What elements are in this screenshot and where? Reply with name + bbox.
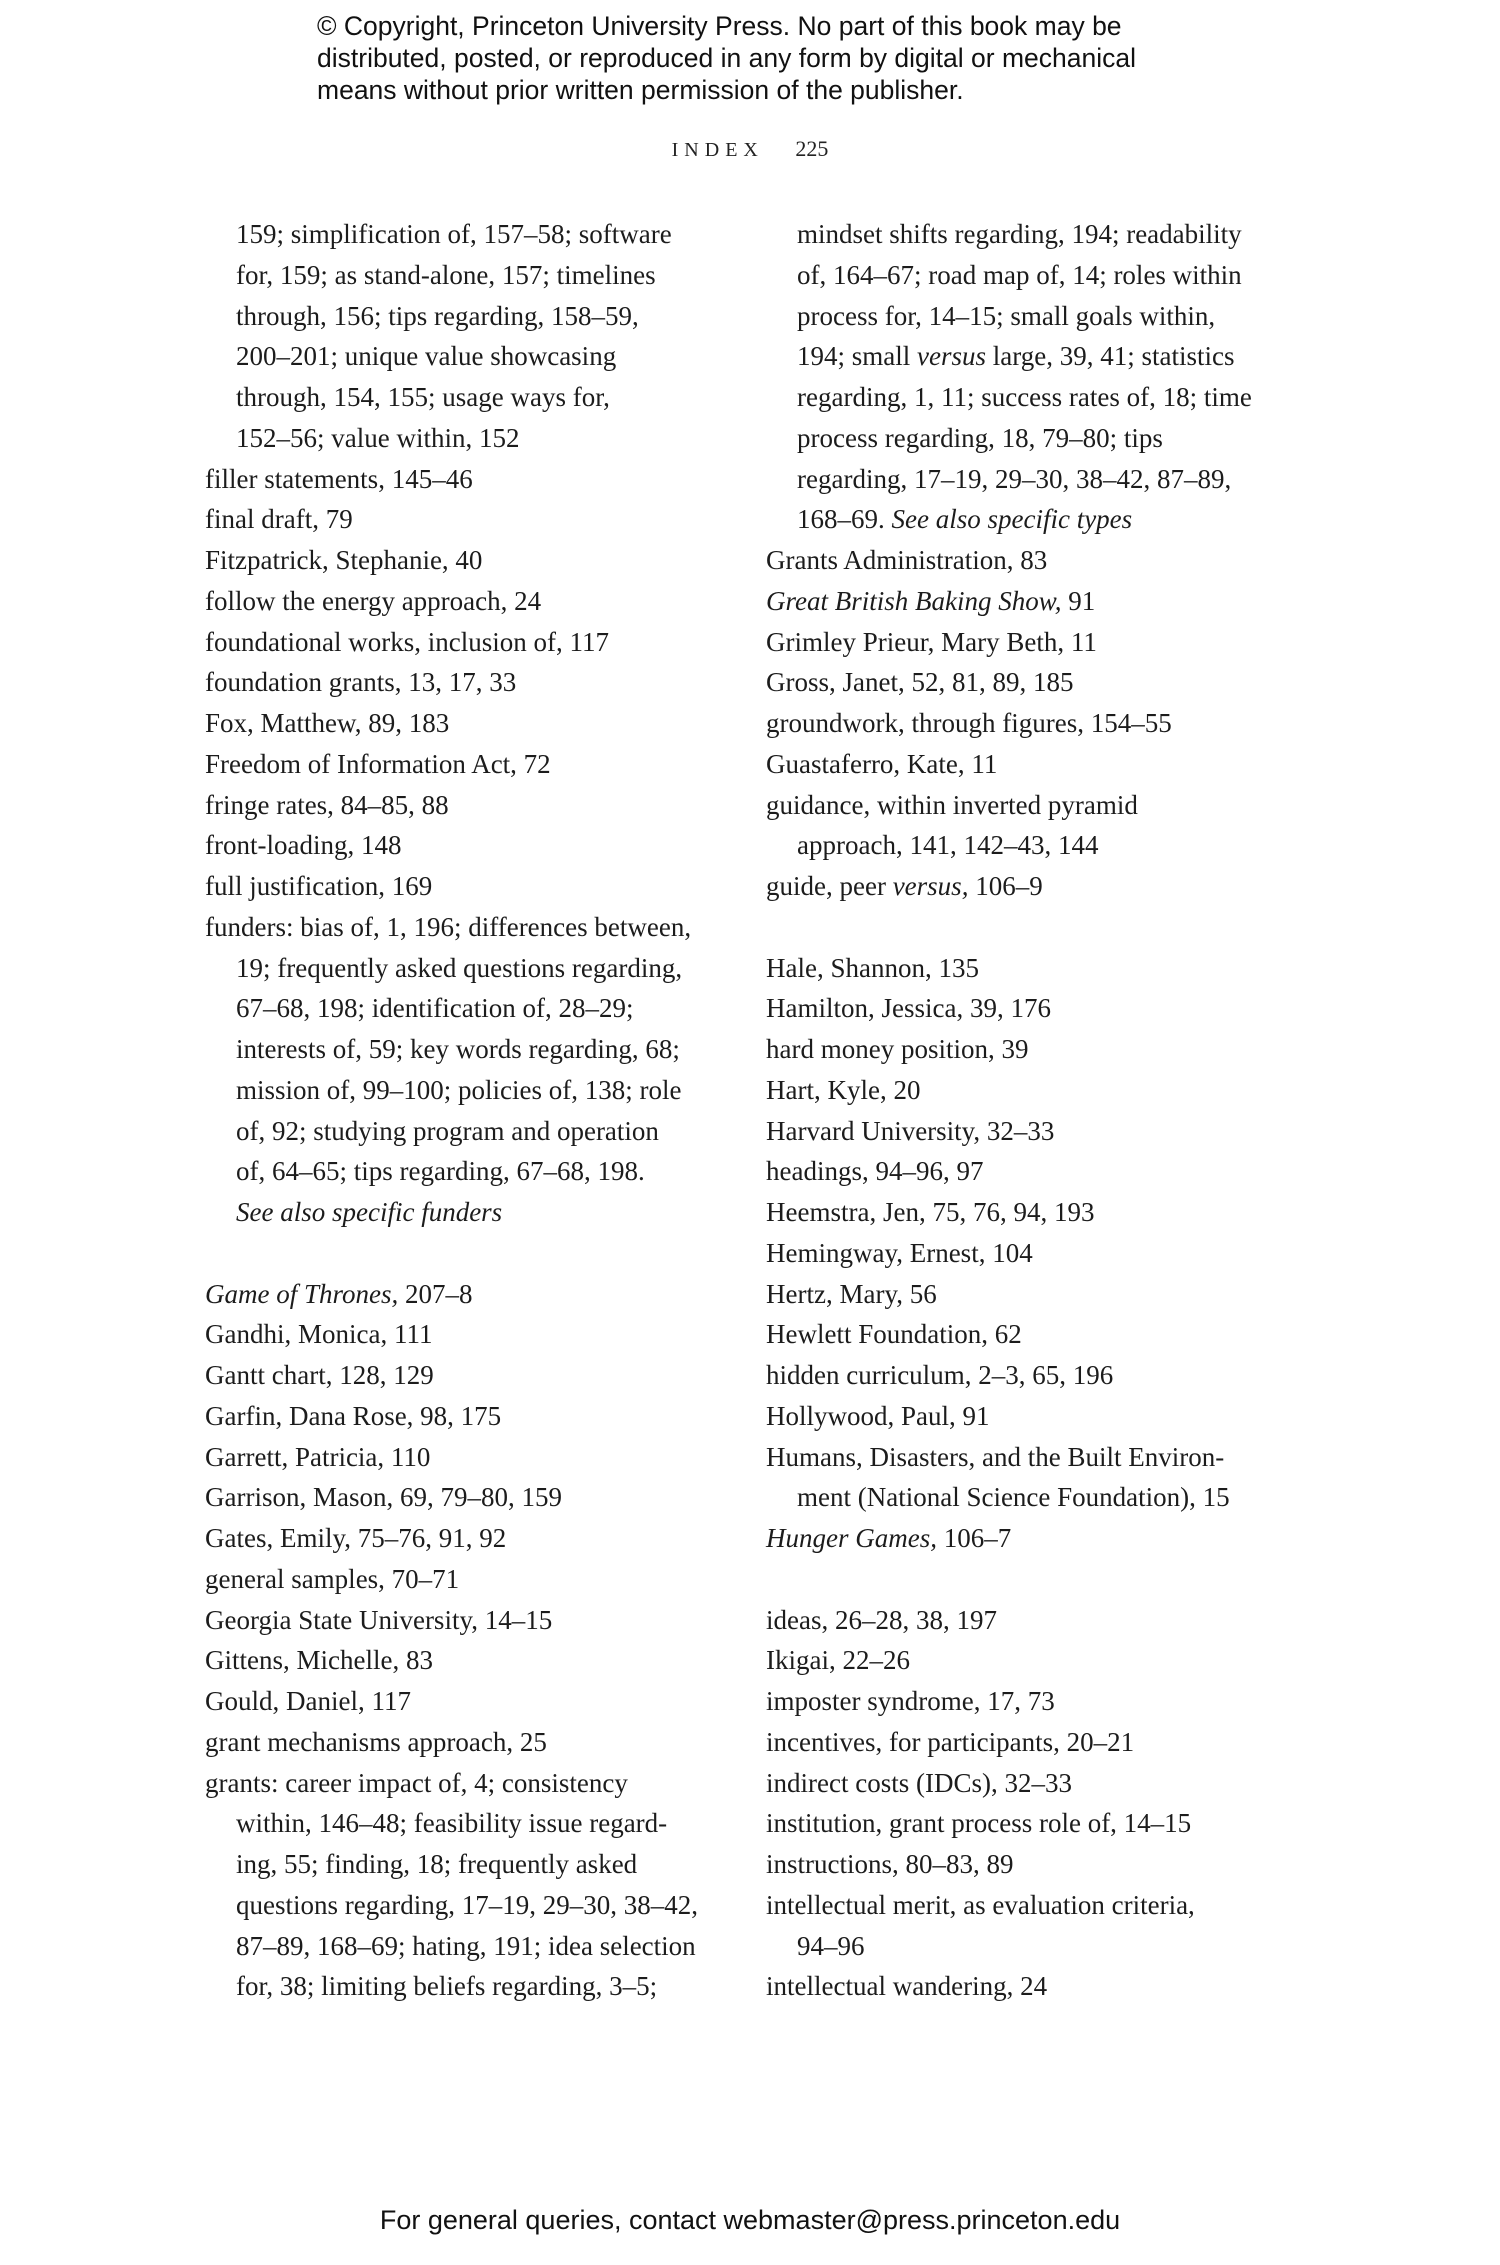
entry-text: Grimley Prieur, Mary Beth, 11 (766, 626, 1097, 657)
copyright-line: means without prior written permission of the publisher. (317, 75, 964, 105)
entry-text: of, 164–67; road map of, 14; roles within (797, 259, 1242, 290)
entry-text: Freedom of Information Act, 72 (205, 748, 551, 779)
index-entry (766, 1274, 1286, 1315)
index-entry (766, 1518, 1286, 1559)
entry-text: 194; small (797, 341, 917, 372)
index-entry (205, 866, 725, 907)
page-number: 225 (795, 136, 829, 161)
index-entry (205, 1314, 725, 1355)
entry-text: Garrett, Patricia, 110 (205, 1441, 431, 1472)
index-entry (766, 1640, 1286, 1681)
italic-text: Great British Baking Show, (766, 585, 1062, 616)
index-entry (205, 1437, 725, 1478)
index-entry (766, 1314, 1286, 1355)
index-entry (205, 1518, 725, 1559)
index-entry (766, 1029, 1286, 1070)
entry-text: 168–69. (797, 504, 892, 535)
entry-text: mission of, 99–100; policies of, 138; role (236, 1074, 682, 1105)
entry-text: intellectual wandering, 24 (766, 1971, 1048, 2002)
index-entry (766, 1070, 1286, 1111)
index-entry (766, 662, 1286, 703)
entry-text: indirect costs (IDCs), 32–33 (766, 1767, 1072, 1798)
index-entry (766, 948, 1286, 989)
index-entry (766, 988, 1286, 1029)
index-continuation-line (766, 1926, 1286, 1967)
entry-text: 200–201; unique value showcasing (236, 341, 617, 372)
index-entry (766, 785, 1286, 826)
index-continuation-line (205, 1885, 725, 1926)
copyright-line: distributed, posted, or reproduced in any form by digital or mechanical (317, 43, 1136, 73)
index-entry (766, 1885, 1286, 1926)
entry-text: Guastaferro, Kate, 11 (766, 748, 998, 779)
copyright-notice (317, 10, 1317, 106)
entry-text: Fox, Matthew, 89, 183 (205, 708, 450, 738)
italic-text: Game of Thrones, (205, 1278, 399, 1309)
index-continuation-line (766, 336, 1286, 377)
entry-text: 106–9 (968, 871, 1043, 901)
entry-text: general samples, 70–71 (205, 1563, 460, 1594)
entry-text: 67–68, 198; identification of, 28–29; (236, 993, 634, 1024)
entry-text: for, 38; limiting beliefs regarding, 3–5; (236, 1971, 658, 2002)
index-continuation-line (766, 499, 1286, 540)
index-continuation-line (205, 1966, 725, 2007)
entry-text: guidance, within inverted pyramid (766, 789, 1138, 820)
index-entry (766, 1966, 1286, 2007)
entry-text: Grants Administration, 83 (766, 545, 1048, 575)
italic-text: See also specific funders (236, 1197, 503, 1227)
entry-text: 91 (1061, 585, 1096, 616)
index-entry (205, 622, 725, 663)
index-entry (766, 540, 1286, 581)
entry-text: of, 64–65; tips regarding, 67–68, 198. (236, 1156, 645, 1187)
entry-text: full justification, 169 (205, 871, 433, 901)
entry-text: Gross, Janet, 52, 81, 89, 185 (766, 667, 1074, 698)
entry-text: interests of, 59; key words regarding, 68; (236, 1034, 680, 1064)
index-entry (205, 540, 725, 581)
index-continuation-line (766, 1477, 1286, 1518)
entry-text: Garfin, Dana Rose, 98, 175 (205, 1400, 502, 1431)
index-entry (766, 1600, 1286, 1641)
entry-text: Hollywood, Paul, 91 (766, 1400, 990, 1431)
index-entry (766, 1681, 1286, 1722)
running-head-label: INDEX (671, 139, 764, 161)
entry-text: headings, 94–96, 97 (766, 1156, 984, 1187)
index-continuation-line (766, 825, 1286, 866)
index-entry (766, 1233, 1286, 1274)
index-entry (766, 703, 1286, 744)
index-continuation-line (205, 1803, 725, 1844)
index-entry (766, 1396, 1286, 1437)
index-continuation-line (766, 296, 1286, 337)
index-entry (205, 1355, 725, 1396)
entry-text: regarding, 1, 11; success rates of, 18; time (797, 382, 1252, 412)
index-spacer (766, 1559, 1286, 1600)
entry-text: ing, 55; finding, 18; frequently asked (236, 1849, 638, 1879)
index-continuation-line (205, 255, 725, 296)
entry-text: Humans, Disasters, and the Built Environ- (766, 1441, 1225, 1472)
index-entry (766, 866, 1286, 907)
index-entry (766, 622, 1286, 663)
index-entry (766, 1844, 1286, 1885)
index-continuation-line (766, 459, 1286, 500)
entry-text: approach, 141, 142–43, 144 (797, 830, 1099, 861)
entry-text: 159; simplification of, 157–58; software (236, 219, 672, 249)
entry-text: Georgia State University, 14–15 (205, 1604, 553, 1635)
entry-text: through, 156; tips regarding, 158–59, (236, 300, 639, 331)
index-entry (205, 1396, 725, 1437)
index-entry (766, 1437, 1286, 1478)
index-entry (205, 907, 725, 948)
index-continuation-line (205, 336, 725, 377)
index-entry (205, 1559, 725, 1600)
index-entry (205, 825, 725, 866)
index-entry (205, 1477, 725, 1518)
entry-text: process regarding, 18, 79–80; tips (797, 422, 1163, 453)
index-continuation-line (205, 418, 725, 459)
entry-text: follow the energy approach, 24 (205, 585, 542, 616)
index-continuation-line (205, 377, 725, 418)
index-continuation-line (205, 948, 725, 989)
entry-text: 106–7 (936, 1523, 1012, 1553)
index-entry (766, 1111, 1286, 1152)
entry-text: questions regarding, 17–19, 29–30, 38–42, (236, 1889, 698, 1920)
entry-text: 19; frequently asked questions regarding, (236, 952, 683, 983)
entry-text: grants: career impact of, 4; consistency (205, 1767, 628, 1798)
entry-text: hard money position, 39 (766, 1034, 1029, 1064)
entry-text: Gould, Daniel, 117 (205, 1686, 411, 1716)
entry-text: Hemingway, Ernest, 104 (766, 1237, 1033, 1268)
running-head (0, 136, 1500, 162)
index-entry (205, 1640, 725, 1681)
entry-text: Ikigai, 22–26 (766, 1645, 910, 1676)
index-column-right (766, 214, 1286, 2007)
index-entry (766, 1192, 1286, 1233)
index-entry (205, 703, 725, 744)
italic-text: Hunger Games, (766, 1523, 937, 1553)
index-spacer (766, 907, 1286, 948)
entry-text: 207–8 (398, 1278, 473, 1309)
entry-text: incentives, for participants, 20–21 (766, 1726, 1135, 1757)
index-continuation-line (205, 988, 725, 1029)
index-entry (205, 744, 725, 785)
entry-text: intellectual merit, as evaluation criteria, (766, 1889, 1195, 1920)
entry-text: Hewlett Foundation, 62 (766, 1319, 1022, 1350)
index-entry (205, 662, 725, 703)
entry-text: institution, grant process role of, 14–15 (766, 1808, 1192, 1839)
index-continuation-line (205, 1926, 725, 1967)
entry-text: Hamilton, Jessica, 39, 176 (766, 993, 1051, 1024)
entry-text: of, 92; studying program and operation (236, 1115, 659, 1146)
index-continuation-line (766, 255, 1286, 296)
index-continuation-line (205, 1844, 725, 1885)
index-entry (766, 1763, 1286, 1804)
index-entry (766, 1151, 1286, 1192)
entry-text: ment (National Science Foundation), 15 (797, 1482, 1230, 1513)
index-entry (205, 1681, 725, 1722)
entry-text: filler statements, 145–46 (205, 463, 473, 494)
italic-text: versus (917, 341, 986, 372)
entry-text: final draft, 79 (205, 504, 353, 535)
entry-text: 87–89, 168–69; hating, 191; idea selection (236, 1930, 696, 1961)
index-entry (205, 785, 725, 826)
index-entry (766, 581, 1286, 622)
index-continuation-line (205, 214, 725, 255)
index-continuation-line (205, 1192, 725, 1233)
entry-text: hidden curriculum, 2–3, 65, 196 (766, 1360, 1114, 1390)
index-continuation-line (766, 377, 1286, 418)
italic-text: versus, (892, 871, 969, 901)
index-entry (766, 1803, 1286, 1844)
index-entry (205, 459, 725, 500)
entry-text: through, 154, 155; usage ways for, (236, 382, 610, 412)
entry-text: grant mechanisms approach, 25 (205, 1726, 547, 1757)
entry-text: groundwork, through figures, 154–55 (766, 708, 1172, 738)
entry-text: Garrison, Mason, 69, 79–80, 159 (205, 1482, 562, 1513)
entry-text: Heemstra, Jen, 75, 76, 94, 193 (766, 1197, 1095, 1227)
index-continuation-line (766, 418, 1286, 459)
entry-text: 94–96 (797, 1930, 865, 1961)
entry-text: regarding, 17–19, 29–30, 38–42, 87–89, (797, 463, 1232, 494)
index-entry (766, 1355, 1286, 1396)
index-continuation-line (205, 296, 725, 337)
entry-text: Gandhi, Monica, 111 (205, 1319, 433, 1350)
entry-text: ideas, 26–28, 38, 197 (766, 1604, 997, 1635)
index-entry (766, 1722, 1286, 1763)
index-entry (205, 1600, 725, 1641)
entry-text: Hart, Kyle, 20 (766, 1074, 921, 1105)
entry-text: funders: bias of, 1, 196; differences between, (205, 911, 692, 942)
entry-text: Gates, Emily, 75–76, 91, 92 (205, 1523, 507, 1553)
entry-text: Gittens, Michelle, 83 (205, 1645, 433, 1676)
entry-text: Hertz, Mary, 56 (766, 1278, 937, 1309)
entry-text: imposter syndrome, 17, 73 (766, 1686, 1055, 1716)
copyright-line: © Copyright, Princeton University Press. No part of this book may be (317, 11, 1122, 41)
entry-text: foundation grants, 13, 17, 33 (205, 667, 517, 698)
index-entry (205, 1722, 725, 1763)
entry-text: Harvard University, 32–33 (766, 1115, 1055, 1146)
entry-text: 152–56; value within, 152 (236, 422, 520, 453)
index-entry (205, 499, 725, 540)
entry-text: Gantt chart, 128, 129 (205, 1360, 434, 1390)
entry-text: within, 146–48; feasibility issue regard- (236, 1808, 668, 1839)
index-spacer (205, 1233, 725, 1274)
index-column-left (205, 214, 725, 2007)
index-continuation-line (205, 1151, 725, 1192)
index-continuation-line (205, 1029, 725, 1070)
index-continuation-line (205, 1111, 725, 1152)
footer-contact: For general queries, contact webmaster@press.princeton.edu (379, 2205, 1121, 2235)
entry-text: guide, peer (766, 871, 893, 901)
entry-text: mindset shifts regarding, 194; readability (797, 219, 1242, 249)
entry-text: Hale, Shannon, 135 (766, 952, 979, 983)
index-entry (205, 1274, 725, 1315)
entry-text: fringe rates, 84–85, 88 (205, 789, 449, 820)
index-continuation-line (766, 214, 1286, 255)
entry-text: Fitzpatrick, Stephanie, 40 (205, 545, 483, 575)
index-entry (205, 1763, 725, 1804)
entry-text: large, 39, 41; statistics (986, 341, 1235, 372)
entry-text: process for, 14–15; small goals within, (797, 300, 1216, 331)
entry-text: foundational works, inclusion of, 117 (205, 626, 609, 657)
index-entry (766, 744, 1286, 785)
italic-text: See also specific types (891, 504, 1133, 535)
entry-text: front-loading, 148 (205, 830, 402, 861)
entry-text: instructions, 80–83, 89 (766, 1849, 1014, 1879)
entry-text: for, 159; as stand-alone, 157; timelines (236, 259, 656, 290)
index-continuation-line (205, 1070, 725, 1111)
index-entry (205, 581, 725, 622)
